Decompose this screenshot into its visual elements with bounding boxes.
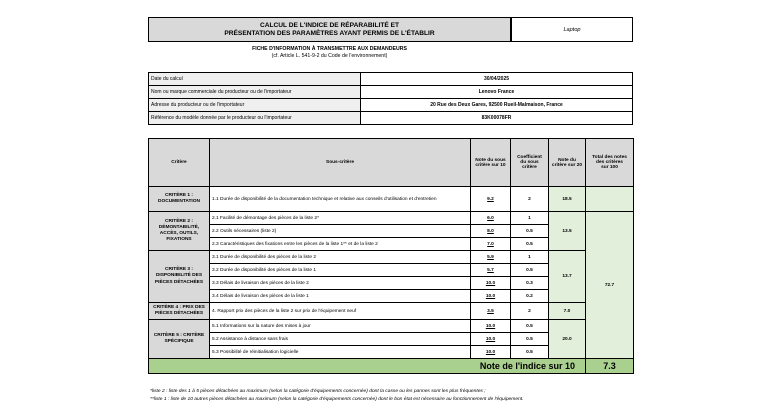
- fiche-heading: [148, 46, 511, 60]
- info-value: 30/04/2025: [361, 73, 633, 86]
- subcriterion-note: 3.5: [487, 308, 494, 314]
- subcriterion-label: 4. Rapport prix des pièces de la liste 2 sur prix de l'équipement neuf: [210, 303, 471, 320]
- footnote-liste-1: **liste 1 : liste de 10 autres pièces détachées au maximum (selon la catégorie d'équipements concernée) dont le bon état est nécessaire au fonctionnement de l'équipement.: [150, 397, 524, 402]
- info-row: [149, 112, 633, 125]
- criterion-name: CRITÈRE 2 : DÉMONTABILITÉ, ACCÈS, OUTILS, FIXATIONS: [149, 212, 210, 251]
- info-label: Référence du modèle donnée par le producteur ou l'importateur: [149, 112, 361, 125]
- criterion-name: CRITÈRE 5 : CRITÈRE SPÉCIFIQUE: [149, 320, 210, 359]
- subcriterion-label: 3.2 Durée de disponibilité des pièces de la liste 1: [210, 264, 471, 277]
- subcriterion-note: 5.7: [487, 267, 494, 273]
- subcriterion-coefficient: 1: [511, 212, 549, 225]
- subcriterion-coefficient: 0.5: [511, 320, 549, 333]
- subcriterion-coefficient: 0.5: [511, 346, 549, 359]
- header-sous-critere: Sous-critère: [210, 139, 471, 187]
- subcriterion-coefficient: 0.2: [511, 290, 549, 303]
- criterion-name: CRITÈRE 4 : PRIX DES PIÈCES DÉTACHÉES: [149, 303, 210, 320]
- subcriterion-note: 5.9: [487, 254, 494, 260]
- subcriterion-label: 1.1 Durée de disponibilité de la documentation technique et relative aux conseils d'utilisation et d'entretien: [210, 187, 471, 212]
- header-total: Total des notes des critères sur 100: [586, 139, 634, 187]
- info-label: Nom ou marque commerciale du producteur ou de l'importateur: [149, 86, 361, 99]
- criterion-score: 7.0: [549, 303, 586, 320]
- index-label: Note de l'indice sur 10: [149, 359, 586, 374]
- table-row: [149, 212, 634, 225]
- subcriterion-note: 10.0: [485, 336, 496, 342]
- subcriterion-label: 2.1 Facilité de démontage des pièces de la liste 2*: [210, 212, 471, 225]
- subcriterion-note: 10.0: [485, 293, 496, 299]
- table-row: [149, 303, 634, 320]
- info-row: [149, 73, 633, 86]
- criterion-name: CRITÈRE 3 : DISPONIBILITÉ DES PIÈCES DÉTACHÉES: [149, 251, 210, 303]
- subcriterion-coefficient: 2: [511, 187, 549, 212]
- subcriterion-note: 10.0: [485, 349, 496, 355]
- fiche-line-1: FICHE D'INFORMATION À TRANSMETTRE AUX DEMANDEURS: [252, 46, 407, 52]
- footnote-liste-2: *liste 2 : liste des 1 à 5 pièces détachées au maximum (selon la catégorie d'équipements concernée) dont la casse ou les pannes sont les plus fréquentes ;: [150, 389, 486, 394]
- fiche-line-2: (cf. Article L. 541-9-2 du Code de l'environnement): [271, 53, 388, 59]
- table-row: [149, 251, 634, 264]
- title-line-1: CALCUL DE L'INDICE DE RÉPARABILITÉ ET: [259, 21, 400, 29]
- header-coefficient: Coefficient du sous critère: [511, 139, 549, 187]
- info-value: 83K00078FR: [361, 112, 633, 125]
- subcriterion-note: 7.0: [487, 241, 494, 247]
- info-row: [149, 86, 633, 99]
- score-table: [148, 138, 634, 374]
- subcriterion-label: 3.3 Délais de livraison des pièces de la liste 2: [210, 277, 471, 290]
- info-table: [148, 72, 633, 125]
- index-value: 7.3: [586, 359, 634, 374]
- subcriterion-label: 3.1 Durée de disponibilité des pièces de la liste 2: [210, 251, 471, 264]
- subcriterion-note: 10.0: [485, 280, 496, 286]
- table-row: [149, 187, 634, 212]
- info-label: Date du calcul: [149, 73, 361, 86]
- subcriterion-coefficient: 0.5: [511, 238, 549, 251]
- subcriterion-coefficient: 0.5: [511, 225, 549, 238]
- subcriterion-coefficient: 0.5: [511, 333, 549, 346]
- subcriterion-note: 9.2: [487, 196, 494, 202]
- criterion-score: 20.0: [549, 320, 586, 359]
- subcriterion-coefficient: 1: [511, 251, 549, 264]
- subcriterion-label: 5.3 Possibilité de réinitialisation logicielle: [210, 346, 471, 359]
- subcriterion-label: 5.1 Informations sur la nature des mises à jour: [210, 320, 471, 333]
- index-total-row: [149, 359, 634, 374]
- header-note-critere: Note du critère sur 20: [549, 139, 586, 187]
- info-value: Lenovo France: [361, 86, 633, 99]
- total-cell-empty: [586, 187, 634, 212]
- subcriterion-coefficient: 2: [511, 303, 549, 320]
- header-note-sous-critere: Note du sous critère sur 10: [471, 139, 511, 187]
- subcriterion-label: 3.4 Délais de livraison des pièces de la liste 1: [210, 290, 471, 303]
- subcriterion-note: 10.0: [485, 323, 496, 329]
- subcriterion-note: 8.0: [487, 228, 494, 234]
- subcriterion-coefficient: 0.3: [511, 277, 549, 290]
- subcriterion-label: 5.2 Assistance à distance sans frais: [210, 333, 471, 346]
- criterion-score: 13.5: [549, 212, 586, 251]
- table-row: [149, 320, 634, 333]
- info-row: [149, 99, 633, 112]
- criterion-score: 18.5: [549, 187, 586, 212]
- criterion-name: CRITÈRE 1 : DOCUMENTATION: [149, 187, 210, 212]
- document-title: [148, 17, 511, 42]
- subcriterion-label: 2.3 Caractéristiques des fixations entre les pièces de la liste 1** et de la liste 2: [210, 238, 471, 251]
- product-type: Laptop: [511, 17, 633, 42]
- info-label: Adresse du producteur ou de l'importateur: [149, 99, 361, 112]
- criterion-score: 13.7: [549, 251, 586, 303]
- subcriterion-note: 6.0: [487, 215, 494, 221]
- subcriterion-label: 2.2 Outils nécessaires (liste 2): [210, 225, 471, 238]
- subcriterion-coefficient: 0.5: [511, 264, 549, 277]
- info-value: 20 Rue des Deux Gares, 92500 Rueil-Malmaison, France: [361, 99, 633, 112]
- title-line-2: PRÉSENTATION DES PARAMÈTRES AYANT PERMIS DE L'ÉTABLIR: [224, 29, 435, 37]
- total-score-100: 72.7: [586, 212, 634, 359]
- header-critere: Critère: [149, 139, 210, 187]
